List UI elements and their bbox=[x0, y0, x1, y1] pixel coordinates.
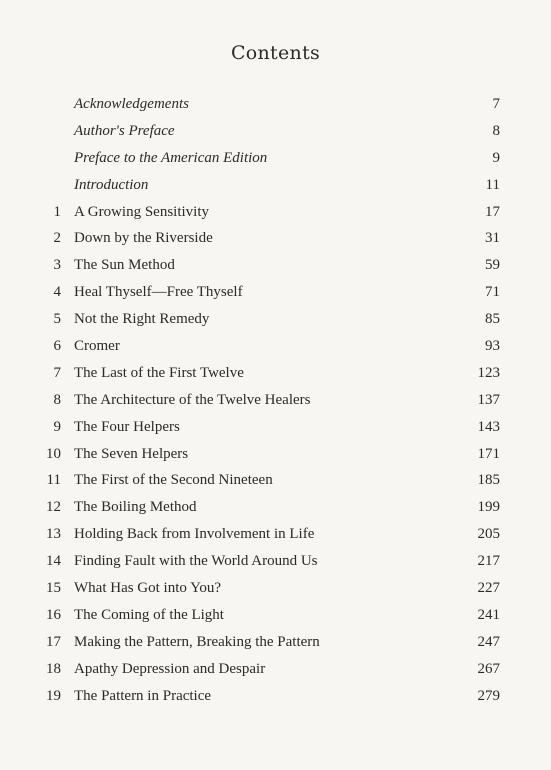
table-of-contents bbox=[0, 90, 551, 708]
toc-row-chapter bbox=[0, 547, 551, 574]
toc-row-chapter bbox=[0, 359, 551, 386]
toc-row-front-matter bbox=[0, 90, 551, 117]
toc-entry-title: Introduction bbox=[74, 176, 149, 193]
toc-page-number: 9 bbox=[492, 149, 500, 166]
chapter-number: 7 bbox=[53, 364, 61, 381]
toc-entry-title: Acknowledgements bbox=[74, 96, 189, 112]
toc-page-number: 137 bbox=[477, 391, 500, 408]
chapter-number: 6 bbox=[53, 338, 61, 355]
toc-row-chapter bbox=[0, 198, 551, 225]
toc-row-chapter bbox=[0, 251, 551, 278]
toc-row-front-matter bbox=[0, 171, 551, 198]
page-title: Contents bbox=[230, 42, 321, 64]
toc-entry-title: The Boiling Method bbox=[74, 499, 197, 516]
toc-entry-title: The First of the Second Nineteen bbox=[74, 472, 273, 489]
toc-entry-title: Author's Preface bbox=[74, 122, 175, 139]
toc-entry-title: The Last of the First Twelve bbox=[74, 364, 244, 381]
toc-row-chapter bbox=[0, 601, 551, 628]
toc-page-number: 59 bbox=[485, 257, 500, 274]
toc-entry-title: Down by the Riverside bbox=[74, 230, 213, 247]
chapter-number: 14 bbox=[46, 553, 61, 570]
toc-page-number: 205 bbox=[477, 526, 500, 543]
toc-page-number: 123 bbox=[477, 364, 500, 381]
toc-page-number: 199 bbox=[477, 499, 500, 516]
toc-entry-title: Cromer bbox=[74, 338, 120, 355]
toc-row-chapter bbox=[0, 224, 551, 251]
chapter-number: 9 bbox=[53, 418, 61, 435]
toc-entry-title: Finding Fault with the World Around Us bbox=[74, 553, 318, 570]
chapter-number: 8 bbox=[53, 391, 61, 408]
toc-entry-title: What Has Got into You? bbox=[74, 580, 222, 597]
toc-row-chapter bbox=[0, 332, 551, 359]
toc-page-number: 93 bbox=[485, 338, 500, 355]
chapter-number: 16 bbox=[46, 606, 61, 623]
toc-row-chapter bbox=[0, 278, 551, 305]
toc-entry-title: The Architecture of the Twelve Healers bbox=[74, 391, 311, 408]
toc-page-number: 279 bbox=[477, 687, 500, 704]
toc-row-chapter bbox=[0, 413, 551, 440]
toc-page-number: 241 bbox=[477, 606, 500, 623]
toc-page-number: 17 bbox=[485, 203, 500, 220]
toc-entry-title: Holding Back from Involvement in Life bbox=[74, 526, 315, 543]
toc-row-chapter bbox=[0, 628, 551, 655]
toc-page-number: 227 bbox=[477, 580, 500, 597]
toc-entry-title: Heal Thyself—Free Thyself bbox=[74, 284, 243, 301]
toc-page-number: 267 bbox=[477, 660, 500, 677]
toc-page-number: 7 bbox=[492, 96, 500, 112]
toc-page-number: 71 bbox=[485, 284, 500, 301]
chapter-number: 15 bbox=[46, 580, 61, 597]
toc-row-chapter bbox=[0, 655, 551, 682]
chapter-number: 5 bbox=[53, 311, 61, 328]
chapter-number: 19 bbox=[46, 687, 61, 704]
toc-row-chapter bbox=[0, 574, 551, 601]
toc-row-chapter bbox=[0, 440, 551, 467]
toc-entry-title: A Growing Sensitivity bbox=[74, 203, 210, 220]
chapter-number: 3 bbox=[53, 257, 61, 274]
chapter-number: 1 bbox=[53, 203, 61, 220]
toc-page-number: 31 bbox=[485, 230, 500, 247]
chapter-number: 17 bbox=[46, 633, 61, 650]
toc-page-number: 217 bbox=[477, 553, 500, 570]
toc-entry-title: The Seven Helpers bbox=[74, 445, 189, 462]
chapter-number: 12 bbox=[46, 499, 61, 516]
chapter-number: 2 bbox=[53, 230, 61, 247]
toc-row-chapter bbox=[0, 305, 551, 332]
toc-row-chapter bbox=[0, 520, 551, 547]
chapter-number: 4 bbox=[53, 284, 61, 301]
chapter-number: 18 bbox=[46, 660, 61, 677]
chapter-number: 10 bbox=[46, 445, 61, 462]
toc-page-number: 185 bbox=[477, 472, 500, 489]
toc-row-chapter bbox=[0, 682, 551, 709]
toc-row-front-matter bbox=[0, 117, 551, 144]
toc-entry-title: Making the Pattern, Breaking the Pattern bbox=[74, 633, 320, 650]
toc-entry-title: The Coming of the Light bbox=[74, 606, 224, 623]
toc-entry-title: Apathy Depression and Despair bbox=[74, 660, 266, 677]
chapter-number: 13 bbox=[46, 526, 61, 543]
toc-entry-title: The Sun Method bbox=[74, 257, 175, 274]
toc-page-number: 143 bbox=[477, 418, 500, 435]
toc-entry-title: The Pattern in Practice bbox=[74, 687, 212, 704]
toc-row-chapter bbox=[0, 386, 551, 413]
toc-page-number: 247 bbox=[477, 633, 500, 650]
toc-page-number: 85 bbox=[485, 311, 500, 328]
toc-page-number: 8 bbox=[492, 122, 500, 139]
toc-row-front-matter bbox=[0, 144, 551, 171]
toc-page-number: 171 bbox=[477, 445, 500, 462]
toc-entry-title: The Four Helpers bbox=[74, 418, 180, 435]
toc-row-chapter bbox=[0, 466, 551, 493]
toc-entry-title: Not the Right Remedy bbox=[74, 311, 210, 328]
toc-entry-title: Preface to the American Edition bbox=[74, 149, 268, 166]
toc-row-chapter bbox=[0, 493, 551, 520]
toc-page-number: 11 bbox=[485, 176, 500, 193]
chapter-number: 11 bbox=[46, 472, 61, 489]
